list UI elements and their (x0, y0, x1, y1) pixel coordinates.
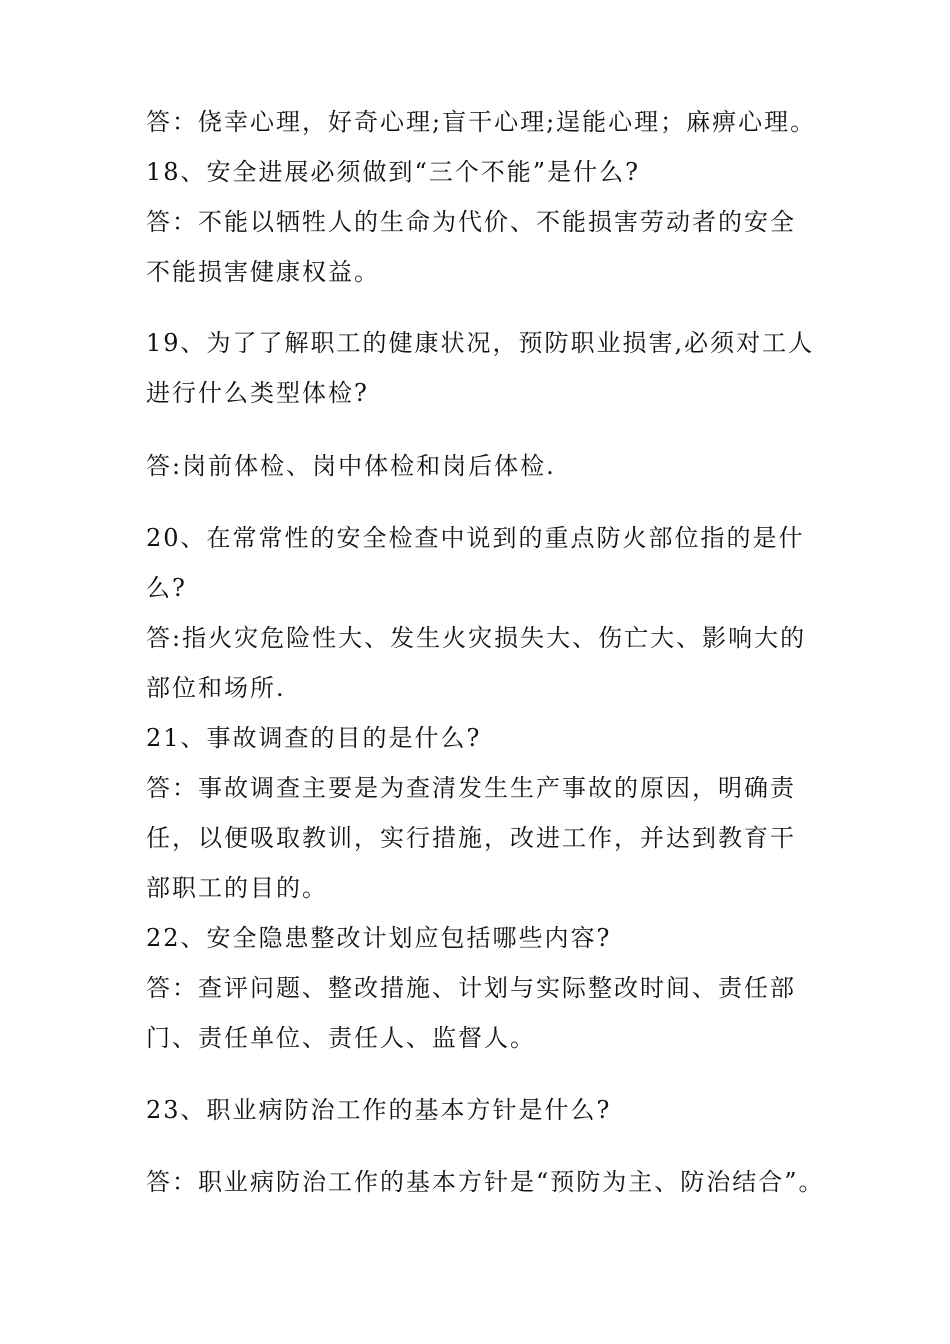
answer-19: 答:岗前体检、岗中体检和岗后体检. (146, 452, 556, 480)
question-23: 23、职业病防治工作的基本方针是什么? (146, 1096, 612, 1124)
answer-21-line-1: 答：事故调查主要是为查清发生生产事故的原因，明确责 (146, 774, 796, 802)
answer-21-line-3: 部职工的目的。 (146, 874, 328, 902)
question-21: 21、事故调查的目的是什么? (146, 724, 482, 752)
answer-22-line-1: 答：查评问题、整改措施、计划与实际整改时间、责任部 (146, 974, 796, 1002)
question-22: 22、安全隐患整改计划应包括哪些内容? (146, 924, 612, 952)
answer-20-line-1: 答:指火灾危险性大、发生火灾损失大、伤亡大、影响大的 (146, 624, 807, 652)
question-20-line-1: 20、在常常性的安全检查中说到的重点防火部位指的是什 (146, 524, 805, 552)
answer-20-line-2: 部位和场所. (146, 674, 286, 702)
answer-22-line-2: 门、责任单位、责任人、监督人。 (146, 1024, 536, 1052)
answer-17-line-1: 答：侥幸心理，好奇心理;盲干心理;逞能心理；麻痹心理。 (146, 108, 817, 136)
question-19-line-1: 19、为了了解职工的健康状况，预防职业损害,必须对工人 (146, 329, 815, 357)
question-19-line-2: 进行什么类型体检? (146, 379, 369, 407)
question-18: 18、安全进展必须做到“三个不能”是什么? (146, 158, 640, 186)
answer-21-line-2: 任，以便吸取教训，实行措施，改进工作，并达到教育干 (146, 824, 796, 852)
question-20-line-2: 么? (146, 574, 187, 602)
answer-23: 答：职业病防治工作的基本方针是“预防为主、防治结合”。 (146, 1168, 825, 1196)
answer-18-line-1: 答：不能以牺牲人的生命为代价、不能损害劳动者的安全 (146, 208, 796, 236)
answer-18-line-2: 不能损害健康权益。 (146, 258, 380, 286)
